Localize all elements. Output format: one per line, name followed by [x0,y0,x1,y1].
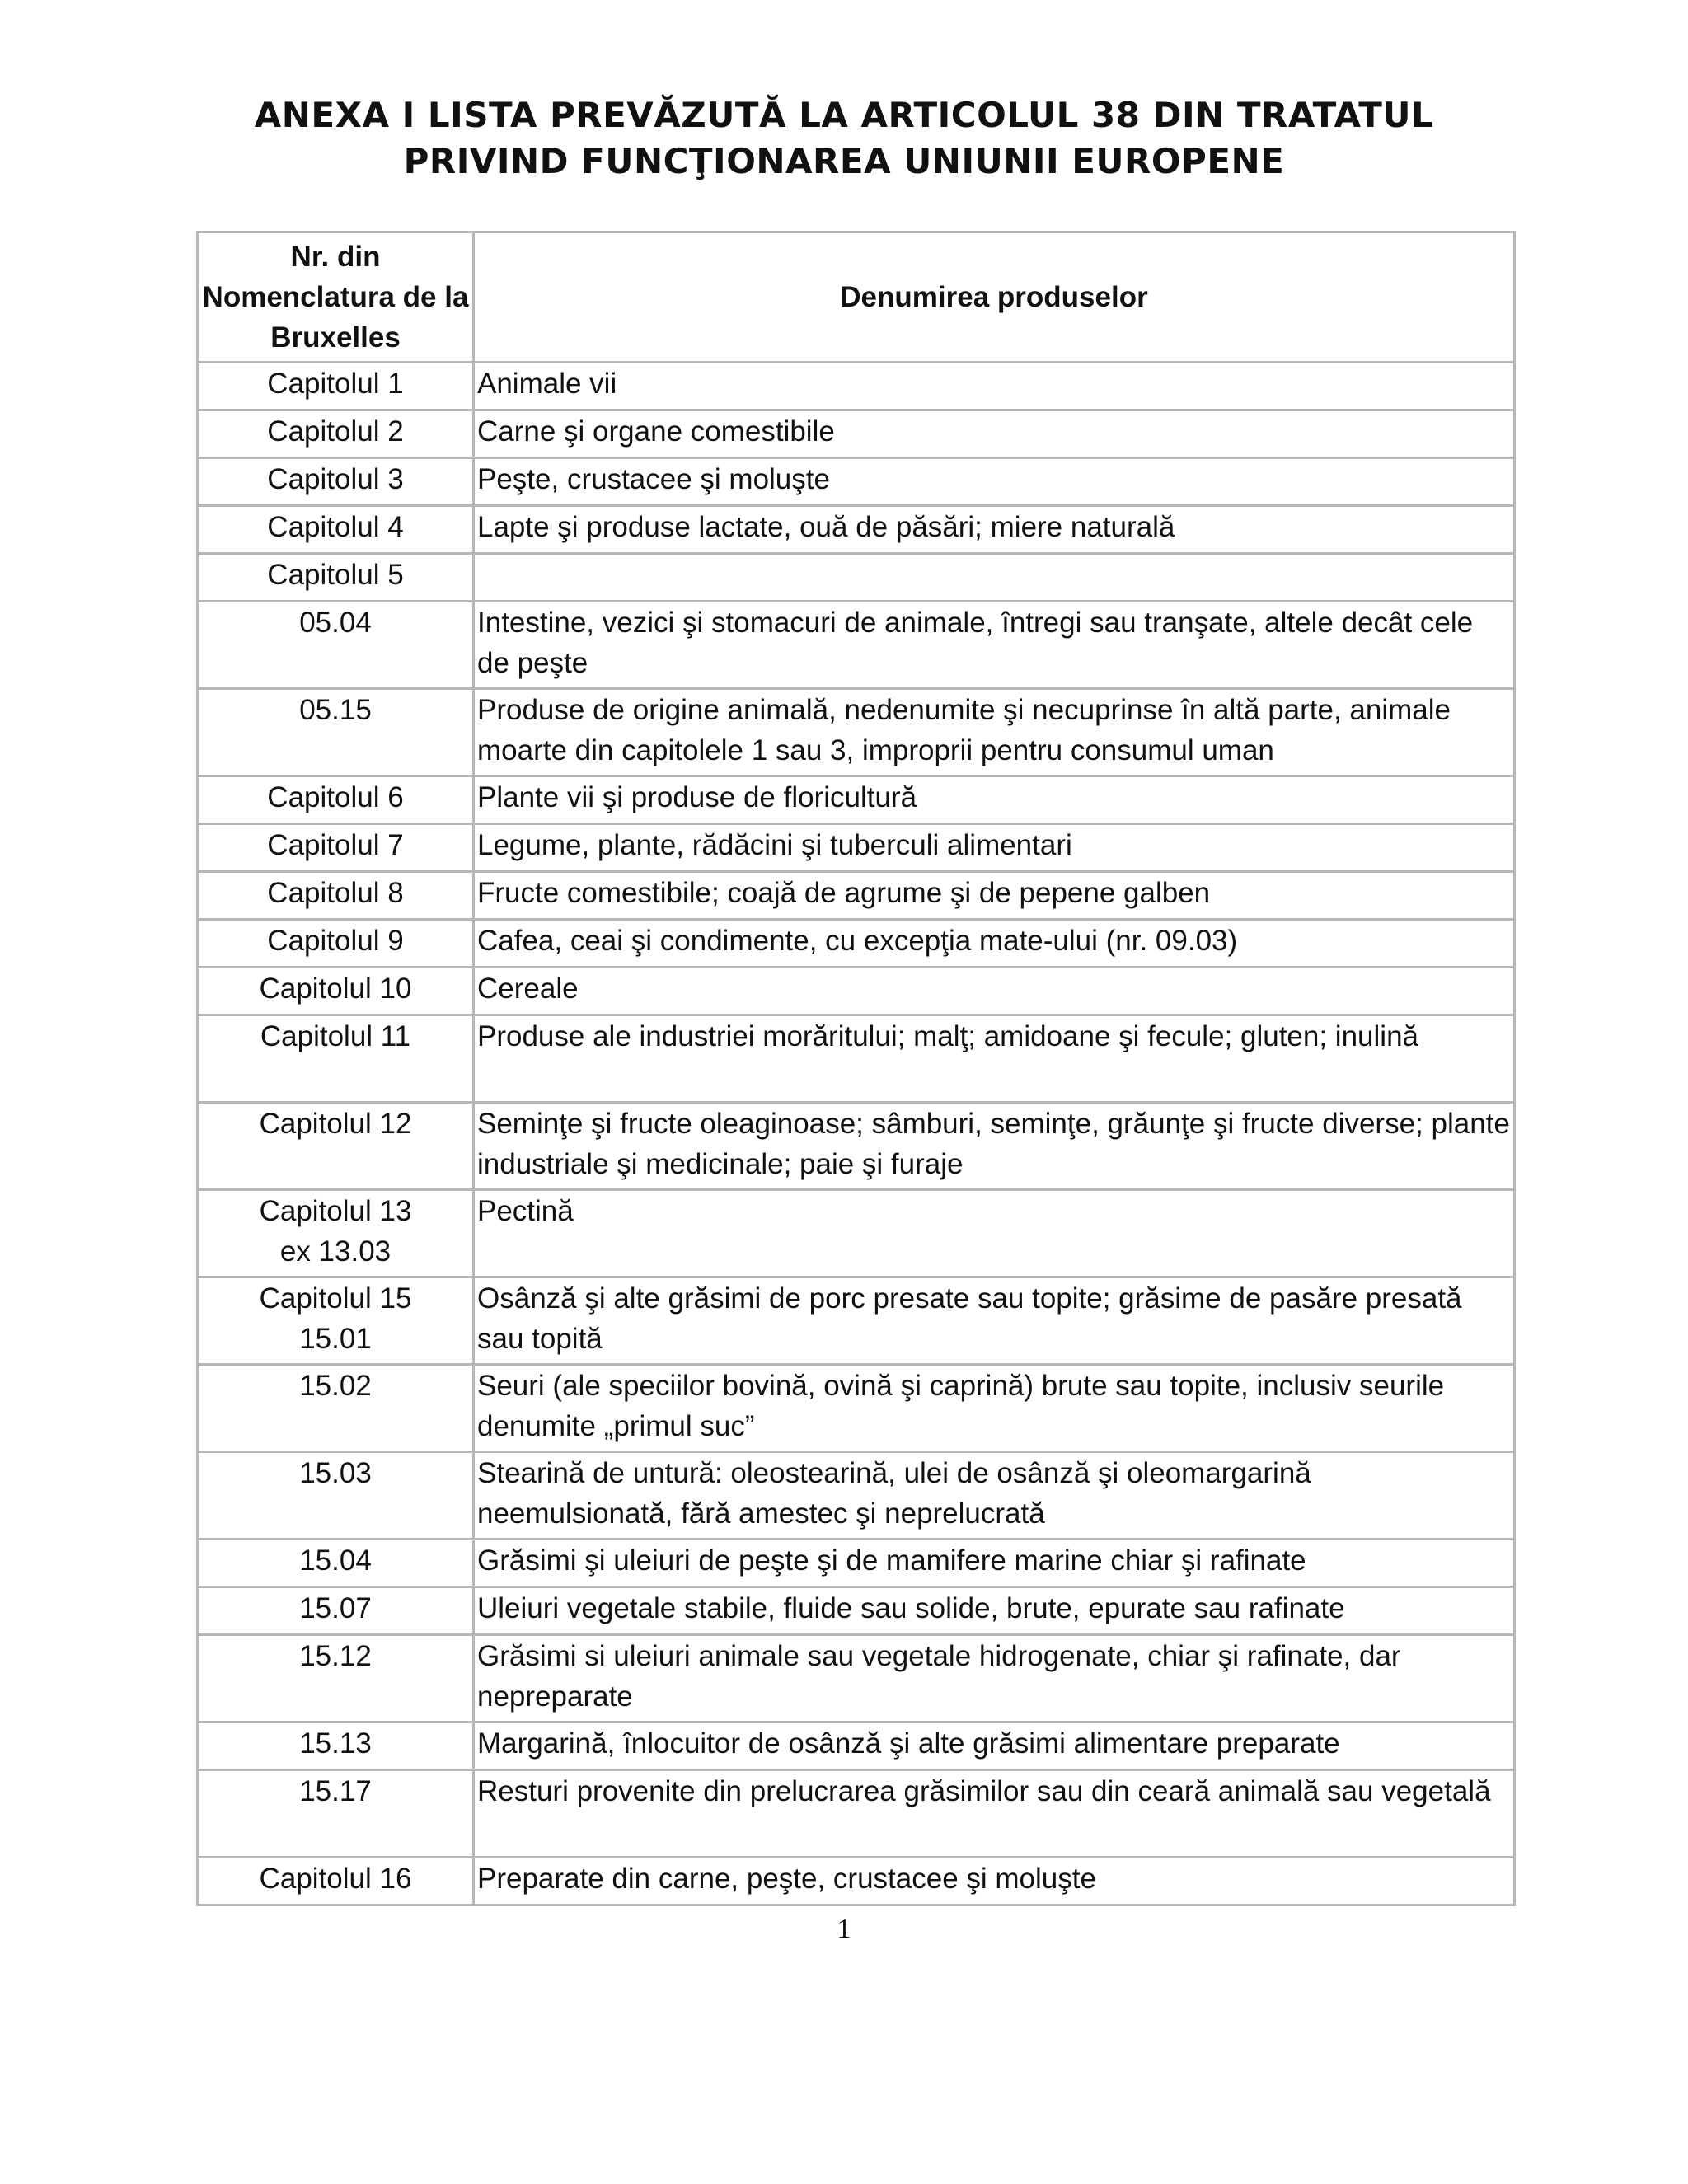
table-row [198,1540,1515,1587]
header-nomenclature-number [198,232,474,363]
table-row [198,1190,1515,1277]
row-code: 05.15 [198,689,474,776]
row-product-name: Resturi provenite din prelucrarea grăsimilor sau din ceară animală sau vegetală [474,1770,1515,1858]
page-title [0,92,1688,185]
row-code: Capitolul 5 [198,554,474,602]
row-product-name: Cereale [474,968,1515,1015]
table-row [198,1722,1515,1770]
table-row [198,1015,1515,1103]
table-row [198,1770,1515,1858]
page-title-line-1: ANEXA I LISTA PREVĂZUTĂ LA ARTICOLUL 38 DIN TRATATUL [254,95,1434,135]
header-col1-line-3: Bruxelles [270,321,401,354]
row-product-name: Carne şi organe comestibile [474,410,1515,458]
table-row [198,968,1515,1015]
row-product-name: Fructe comestibile; coajă de agrume şi de pepene galben [474,872,1515,920]
table-row [198,506,1515,554]
row-code: Capitolul 4 [198,506,474,554]
table-row [198,410,1515,458]
row-code: Capitolul 12 [198,1103,474,1190]
row-product-name: Uleiuri vegetale stabile, fluide sau solide, brute, epurate sau rafinate [474,1587,1515,1635]
table-row [198,1365,1515,1452]
row-code: 15.07 [198,1587,474,1635]
row-product-name: Grăsimi şi uleiuri de peşte şi de mamifere marine chiar şi rafinate [474,1540,1515,1587]
row-code: 05.04 [198,602,474,689]
row-product-name: Margarină, înlocuitor de osânză şi alte grăsimi alimentare preparate [474,1722,1515,1770]
row-code: 15.12 [198,1635,474,1722]
table-row [198,776,1515,824]
row-code: Capitolul 16 [198,1858,474,1905]
row-product-name: Seuri (ale speciilor bovină, ovină şi caprină) brute sau topite, inclusiv seurile denumite „primul suc” [474,1365,1515,1452]
table-row [198,1103,1515,1190]
row-code [198,1190,474,1277]
row-code: Capitolul 8 [198,872,474,920]
table-row [198,1452,1515,1540]
row-code: Capitolul 11 [198,1015,474,1103]
row-code: Capitolul 7 [198,824,474,872]
row-product-name [474,554,1515,602]
row-code: Capitolul 6 [198,776,474,824]
row-code: Capitolul 3 [198,458,474,506]
table-row [198,363,1515,410]
row-product-name: Osânză şi alte grăsimi de porc presate sau topite; grăsime de pasăre presată sau topită [474,1277,1515,1365]
table-header-row [198,232,1515,363]
table-row [198,602,1515,689]
table-row [198,824,1515,872]
row-product-name: Animale vii [474,363,1515,410]
row-product-name: Lapte şi produse lactate, ouă de păsări; miere naturală [474,506,1515,554]
row-code: Capitolul 9 [198,920,474,968]
table-row [198,1635,1515,1722]
row-product-name: Pectină [474,1190,1515,1277]
row-product-name: Produse de origine animală, nedenumite şi necuprinse în altă parte, animale moarte din capitolele 1 sau 3, improprii pentru consumul uman [474,689,1515,776]
row-code: 15.03 [198,1452,474,1540]
products-table [196,231,1516,1906]
table-row [198,1587,1515,1635]
row-code-line-2: ex 13.03 [279,1235,392,1268]
row-code-line-1: Capitolul 15 [259,1282,412,1315]
row-code [198,1277,474,1365]
row-product-name: Intestine, vezici şi stomacuri de animale, întregi sau tranşate, altele decât cele de peşte [474,602,1515,689]
row-code: 15.17 [198,1770,474,1858]
table-row [198,1858,1515,1905]
row-code: Capitolul 1 [198,363,474,410]
page-title-line-2: PRIVIND FUNCŢIONAREA UNIUNII EUROPENE [403,141,1285,181]
table-row [198,1277,1515,1365]
table-row [198,554,1515,602]
table-row [198,689,1515,776]
row-code-line-2: 15.01 [299,1323,372,1355]
row-code: 15.02 [198,1365,474,1452]
row-product-name: Seminţe şi fructe oleaginoase; sâmburi, seminţe, grăunţe şi fructe diverse; plante industriale şi medicinale; paie şi furaje [474,1103,1515,1190]
row-product-name: Grăsimi si uleiuri animale sau vegetale hidrogenate, chiar şi rafinate, dar nepreparate [474,1635,1515,1722]
table-row [198,920,1515,968]
row-code: 15.13 [198,1722,474,1770]
row-code: 15.04 [198,1540,474,1587]
row-code-line-1: Capitolul 13 [259,1195,412,1227]
table-row [198,458,1515,506]
table-row [198,872,1515,920]
row-product-name: Legume, plante, rădăcini şi tuberculi alimentari [474,824,1515,872]
row-product-name: Cafea, ceai şi condimente, cu excepţia mate-ului (nr. 09.03) [474,920,1515,968]
row-product-name: Produse ale industriei morăritului; malţ; amidoane şi fecule; gluten; inulină [474,1015,1515,1103]
row-product-name: Plante vii şi produse de floricultură [474,776,1515,824]
page-number: 1 [837,1914,851,1944]
row-product-name: Stearină de untură: oleostearină, ulei de osânză şi oleomargarină neemulsionată, fără amestec şi neprelucrată [474,1452,1515,1540]
header-col1-line-1: Nr. din [290,241,381,273]
row-code: Capitolul 2 [198,410,474,458]
row-product-name: Peşte, crustacee şi moluşte [474,458,1515,506]
header-col1-line-2: Nomenclatura de la [202,281,469,313]
header-product-name: Denumirea produselor [474,232,1515,363]
row-product-name: Preparate din carne, peşte, crustacee şi moluşte [474,1858,1515,1905]
row-code: Capitolul 10 [198,968,474,1015]
